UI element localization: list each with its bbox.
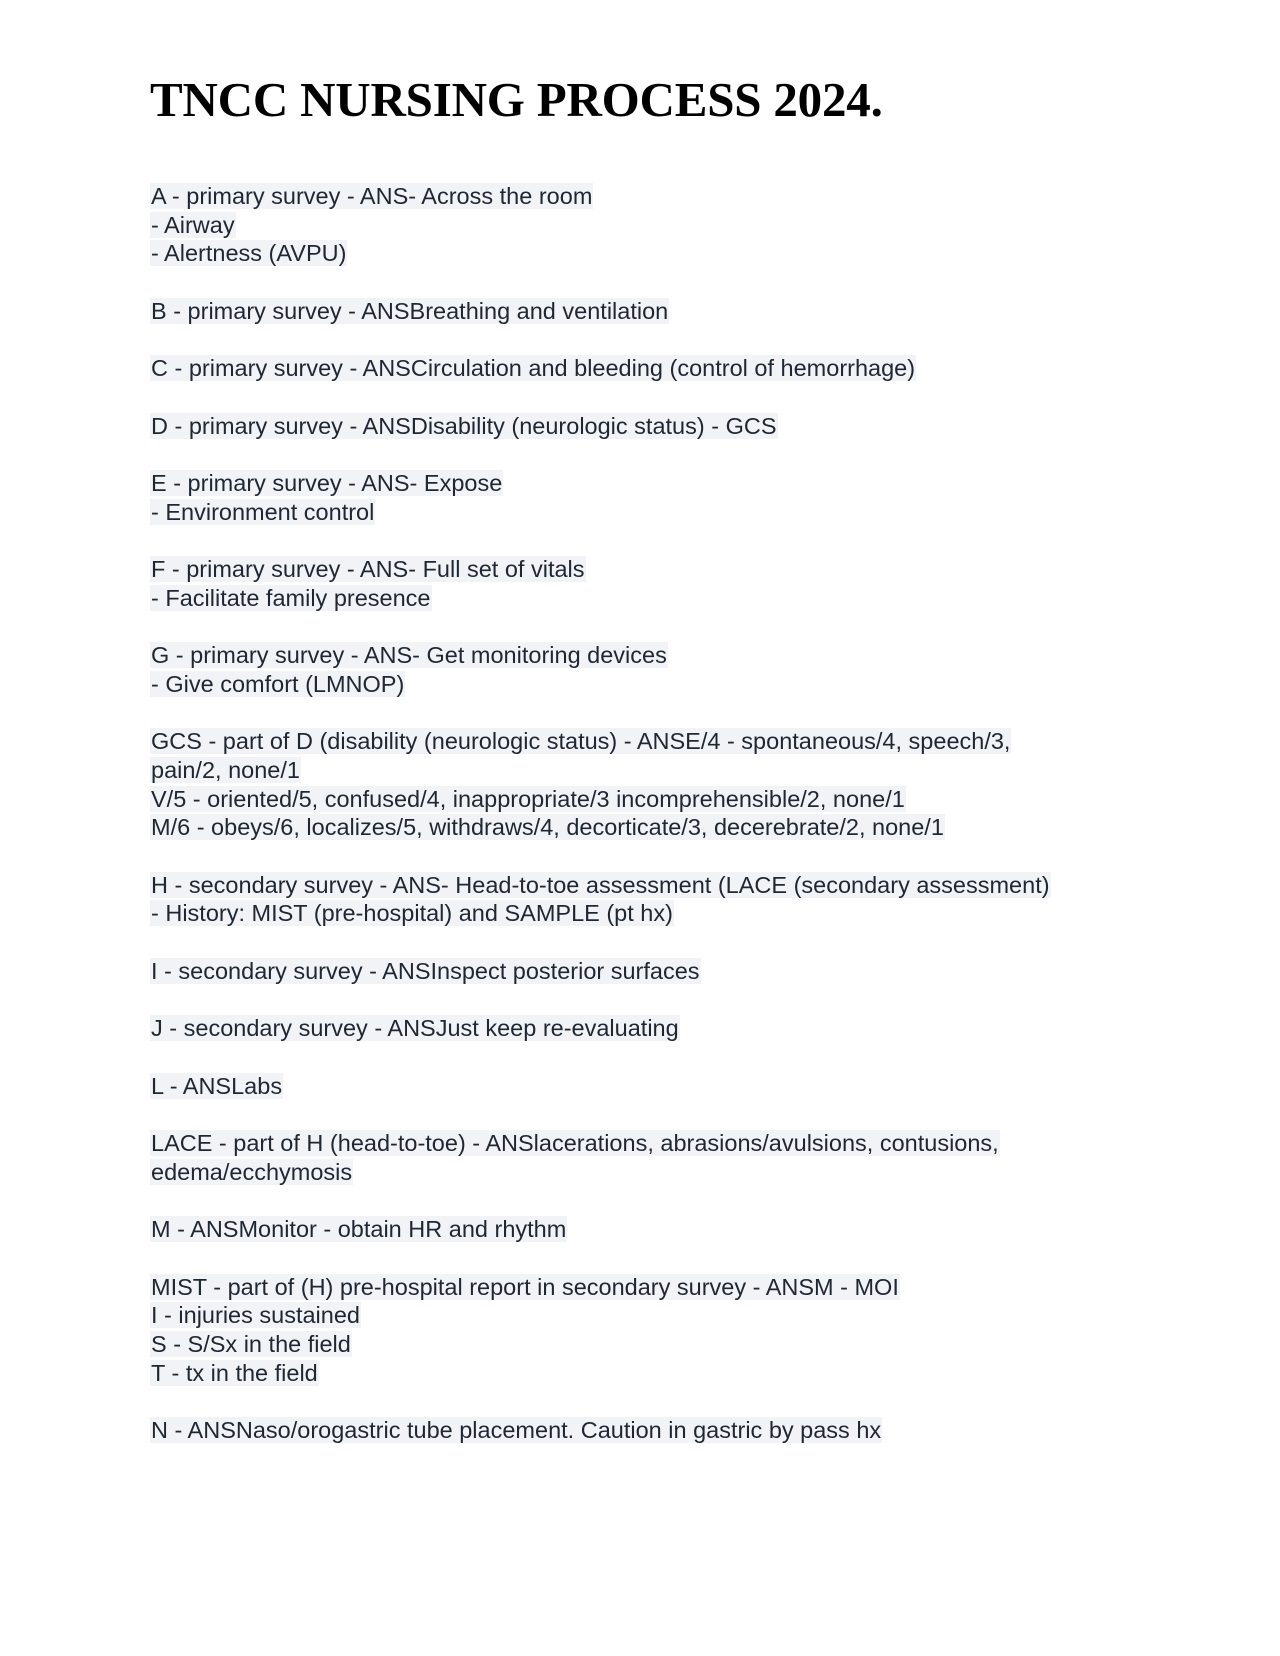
entry-line <box>150 1416 1190 1445</box>
entry-line <box>150 297 1190 326</box>
entry-line <box>150 469 1190 498</box>
entry-block <box>150 412 1190 441</box>
entry-line <box>150 1215 1190 1244</box>
entry-line-text: MIST - part of (H) pre-hospital report in secondary survey - ANSM - MOI <box>151 1273 899 1300</box>
entry-line-text: LACE - part of H (head-to-toe) - ANSlacerations, abrasions/avulsions, contusions, <box>151 1130 999 1157</box>
entry-line <box>150 871 1190 900</box>
entry-line <box>150 899 1190 928</box>
entry-block <box>150 469 1190 526</box>
entry-block <box>150 727 1190 842</box>
entry-line-text: G - primary survey - ANS- Get monitoring devices <box>151 642 667 669</box>
entry-line <box>150 670 1190 699</box>
entry-block <box>150 871 1190 928</box>
entry-block <box>150 1273 1190 1388</box>
entry-line-text: E - primary survey - ANS- Expose <box>151 469 503 496</box>
entry-block <box>150 182 1190 268</box>
entry-line-text: pain/2, none/1 <box>151 756 300 783</box>
entry-line-text: L - ANSLabs <box>151 1072 283 1099</box>
entry-line-text: - Airway <box>151 211 235 238</box>
entry-line-text: D - primary survey - ANSDisability (neurologic status) - GCS <box>151 412 777 439</box>
document-title: TNCC NURSING PROCESS 2024. <box>150 72 883 127</box>
entry-block <box>150 555 1190 612</box>
entry-line-text: B - primary survey - ANSBreathing and ventilation <box>151 297 669 324</box>
entry-line-text: - Give comfort (LMNOP) <box>151 670 405 697</box>
entry-block <box>150 641 1190 698</box>
entry-line <box>150 1072 1190 1101</box>
entry-block <box>150 957 1190 986</box>
entry-block <box>150 1014 1190 1043</box>
entry-block <box>150 1129 1190 1186</box>
entry-line <box>150 498 1190 527</box>
entry-line-text: - History: MIST (pre-hospital) and SAMPLE (pt hx) <box>151 900 673 927</box>
entry-line-text: S - S/Sx in the field <box>151 1330 351 1357</box>
entry-line <box>150 182 1190 211</box>
entry-line-text: T - tx in the field <box>151 1359 318 1386</box>
entry-line <box>150 785 1190 814</box>
entry-block <box>150 354 1190 383</box>
entry-line <box>150 641 1190 670</box>
entry-line-text: - Alertness (AVPU) <box>151 240 347 267</box>
entry-line-text: GCS - part of D (disability (neurologic status) - ANSE/4 - spontaneous/4, speech/3, <box>151 728 1011 755</box>
entry-line <box>150 756 1190 785</box>
entry-line-text: edema/ecchymosis <box>151 1158 353 1185</box>
entry-line <box>150 1359 1190 1388</box>
entry-line-text: C - primary survey - ANSCirculation and bleeding (control of hemorrhage) <box>151 355 916 382</box>
entry-line <box>150 1301 1190 1330</box>
entry-line-text: H - secondary survey - ANS- Head-to-toe assessment (LACE (secondary assessment) <box>151 871 1050 898</box>
entry-line <box>150 354 1190 383</box>
entry-list <box>150 182 1190 1445</box>
entry-line-text: V/5 - oriented/5, confused/4, inappropriate/3 incomprehensible/2, none/1 <box>151 785 905 812</box>
entry-line <box>150 1129 1190 1158</box>
entry-block <box>150 1215 1190 1244</box>
entry-line <box>150 1014 1190 1043</box>
entry-block <box>150 1072 1190 1101</box>
document-page <box>150 70 1190 1473</box>
entry-line <box>150 727 1190 756</box>
entry-line <box>150 1158 1190 1187</box>
entry-line <box>150 239 1190 268</box>
entry-line <box>150 1273 1190 1302</box>
entry-line-text: M/6 - obeys/6, localizes/5, withdraws/4, decorticate/3, decerebrate/2, none/1 <box>151 814 944 841</box>
entry-line-text: A - primary survey - ANS- Across the room <box>151 183 593 209</box>
entry-line-text: J - secondary survey - ANSJust keep re-evaluating <box>151 1015 679 1042</box>
entry-line <box>150 412 1190 441</box>
entry-line <box>150 555 1190 584</box>
entry-line-text: F - primary survey - ANS- Full set of vitals <box>151 556 585 583</box>
entry-block <box>150 297 1190 326</box>
entry-line <box>150 957 1190 986</box>
entry-line-text: M - ANSMonitor - obtain HR and rhythm <box>151 1216 567 1243</box>
entry-block <box>150 1416 1190 1445</box>
entry-line-text: - Environment control <box>151 498 375 525</box>
entry-line <box>150 584 1190 613</box>
entry-line-text: I - secondary survey - ANSInspect posterior surfaces <box>151 957 700 984</box>
entry-line-text: - Facilitate family presence <box>151 584 431 611</box>
entry-line-text: N - ANSNaso/orogastric tube placement. Caution in gastric by pass hx <box>151 1417 882 1443</box>
entry-line <box>150 813 1190 842</box>
entry-line <box>150 1330 1190 1359</box>
entry-line-text: I - injuries sustained <box>151 1302 360 1329</box>
entry-line <box>150 211 1190 240</box>
